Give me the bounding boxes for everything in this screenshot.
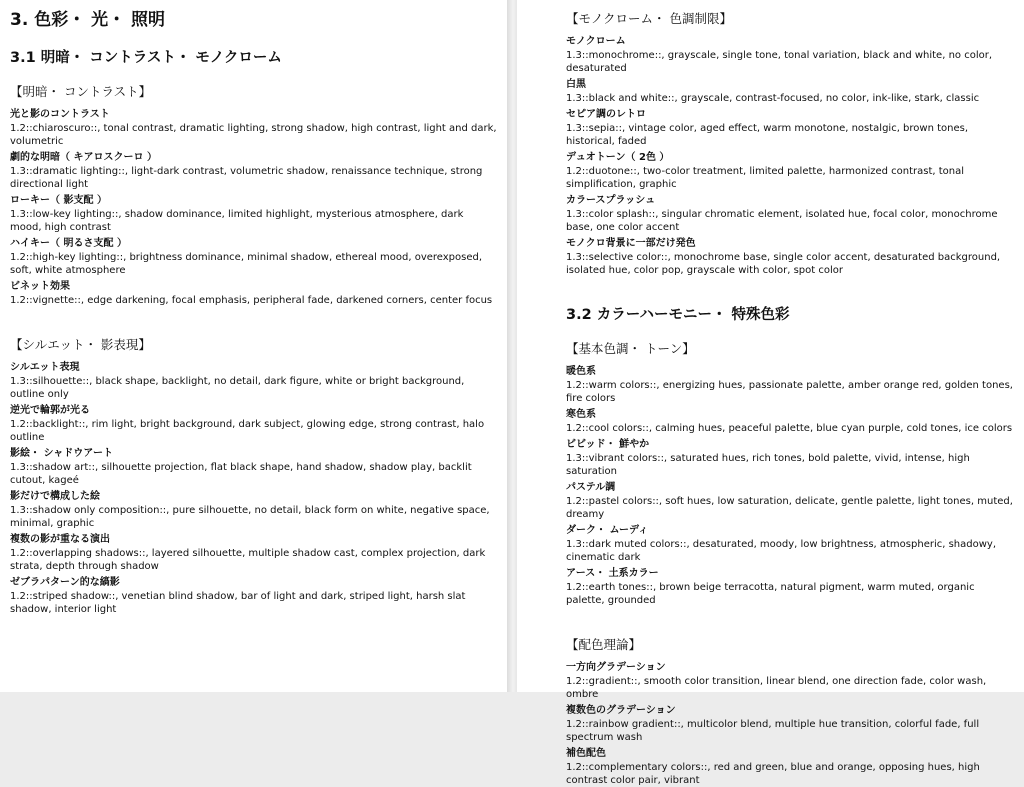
list-item: [566, 78, 1016, 105]
term-prompt: 1.3::shadow only composition::, pure silhouette, no detail, black form on white, negative space, minimal, graphic: [10, 505, 490, 529]
term-japanese: デュオトーン（ 2色 ）: [566, 152, 670, 163]
list-item: [10, 576, 497, 616]
term-japanese: カラースプラッシュ: [566, 195, 656, 206]
group-heading: 【明暗・ コントラスト】: [10, 84, 152, 99]
list-item: [10, 108, 497, 148]
term-prompt: 1.2::chiaroscuro::, tonal contrast, dramatic lighting, strong shadow, high contrast, light and dark, volumetric: [10, 123, 497, 147]
list-item: [10, 280, 497, 307]
list-item: [10, 490, 497, 530]
list-item: [566, 747, 1016, 787]
term-prompt: 1.3::dark muted colors::, desaturated, moody, low brightness, atmospheric, shadowy, cinematic dark: [566, 539, 997, 563]
term-prompt: 1.3::selective color::, monochrome base, single color accent, desaturated background, isolated hue, color pop, grayscale with color, spot color: [566, 252, 1001, 276]
term-japanese: シルエット表現: [10, 362, 80, 373]
term-prompt: 1.2::warm colors::, energizing hues, passionate palette, amber orange red, golden tones, fire colors: [566, 380, 1013, 404]
right-page: [517, 0, 1024, 786]
term-japanese: 影だけで構成した絵: [10, 491, 100, 502]
list-item: [10, 447, 497, 487]
term-japanese: 光と影のコントラスト: [10, 109, 110, 120]
list-item: [566, 661, 1016, 701]
term-japanese: ビネット効果: [10, 281, 70, 292]
term-japanese: ローキー（ 影支配 ）: [10, 195, 107, 206]
list-item: [10, 361, 497, 401]
group-heading: 【基本色調・ トーン】: [566, 341, 695, 356]
term-japanese: 白黒: [566, 79, 586, 90]
term-prompt: 1.2::complementary colors::, red and green, blue and orange, opposing hues, high contrast color pair, vibrant: [566, 762, 980, 786]
term-japanese: 逆光で輪郭が光る: [10, 405, 90, 416]
term-prompt: 1.2::earth tones::, brown beige terracotta, natural pigment, warm muted, organic palette, grounded: [566, 582, 975, 606]
term-prompt: 1.3::sepia::, vintage color, aged effect, warm monotone, nostalgic, brown tones, historical, faded: [566, 123, 969, 147]
term-prompt: 1.2::backlight::, rim light, bright background, dark subject, glowing edge, strong contrast, halo outline: [10, 419, 485, 443]
term-japanese: 劇的な明暗（ キアロスクーロ ）: [10, 152, 157, 163]
list-item: [566, 704, 1016, 744]
term-japanese: ダーク・ ムーディ: [566, 525, 649, 536]
term-prompt: 1.2::rainbow gradient::, multicolor blend, multiple hue transition, colorful fade, full spectrum wash: [566, 719, 980, 743]
list-item: [10, 194, 497, 234]
list-item: [566, 438, 1016, 478]
term-prompt: 1.3::monochrome::, grayscale, single tone, tonal variation, black and white, no color, desaturated: [566, 50, 993, 74]
term-japanese: 補色配色: [566, 748, 606, 759]
list-item: [566, 151, 1016, 191]
term-prompt: 1.2::high-key lighting::, brightness dominance, minimal shadow, ethereal mood, overexposed, soft, white atmosphere: [10, 252, 483, 276]
group-heading: 【モノクローム・ 色調制限】: [566, 11, 732, 26]
term-prompt: 1.3::vibrant colors::, saturated hues, rich tones, bold palette, vivid, intense, high saturation: [566, 453, 970, 477]
section-title: 3.2 カラーハーモニー・ 特殊色彩: [566, 307, 790, 323]
term-japanese: セピア調のレトロ: [566, 109, 646, 120]
list-item: [566, 35, 1016, 75]
list-item: [566, 237, 1016, 277]
term-japanese: ビビッド・ 鮮やか: [566, 439, 650, 450]
term-prompt: 1.2::cool colors::, calming hues, peaceful palette, blue cyan purple, cold tones, ice colors: [566, 423, 1013, 434]
term-prompt: 1.3::low-key lighting::, shadow dominance, limited highlight, mysterious atmosphere, dark mood, high contrast: [10, 209, 464, 233]
term-prompt: 1.2::duotone::, two-color treatment, limited palette, harmonized contrast, tonal simplification, graphic: [566, 166, 965, 190]
term-japanese: 影絵・ シャドウアート: [10, 448, 113, 459]
group-heading: 【シルエット・ 影表現】: [10, 337, 151, 352]
term-japanese: 複数色のグラデーション: [566, 705, 676, 716]
term-prompt: 1.2::vignette::, edge darkening, focal emphasis, peripheral fade, darkened corners, center focus: [10, 295, 493, 306]
term-prompt: 1.3::shadow art::, silhouette projection, flat black shape, hand shadow, shadow play, backlit cutout, kageé: [10, 462, 472, 486]
list-item: [566, 194, 1016, 234]
term-japanese: 暖色系: [566, 366, 596, 377]
list-item: [10, 237, 497, 277]
term-prompt: 1.3::dramatic lighting::, light-dark contrast, volumetric shadow, renaissance technique, strong directional light: [10, 166, 483, 190]
page-gutter: [507, 0, 517, 692]
term-japanese: ゼブラパターン的な縞影: [10, 577, 120, 588]
chapter-title: 3. 色彩・ 光・ 照明: [10, 10, 166, 30]
list-item: [566, 365, 1016, 405]
list-item: [566, 408, 1016, 435]
list-item: [566, 481, 1016, 521]
term-prompt: 1.3::black and white::, grayscale, contrast-focused, no color, ink-like, stark, classic: [566, 93, 980, 104]
list-item: [566, 108, 1016, 148]
list-item: [10, 533, 497, 573]
term-prompt: 1.2::striped shadow::, venetian blind shadow, bar of light and dark, striped light, harsh slat shadow, interior light: [10, 591, 466, 615]
term-japanese: アース・ 土系カラー: [566, 568, 659, 579]
term-japanese: モノクロ背景に一部だけ発色: [566, 238, 696, 249]
term-japanese: 寒色系: [566, 409, 596, 420]
list-item: [566, 567, 1016, 607]
term-japanese: 複数の影が重なる演出: [10, 534, 110, 545]
list-item: [10, 404, 497, 444]
section-title: 3.1 明暗・ コントラスト・ モノクローム: [10, 50, 282, 66]
term-japanese: 一方向グラデーション: [566, 662, 666, 673]
term-japanese: パステル調: [566, 482, 616, 493]
group-heading: 【配色理論】: [566, 637, 642, 652]
list-item: [566, 524, 1016, 564]
term-prompt: 1.3::color splash::, singular chromatic element, isolated hue, focal color, monochrome base, one color accent: [566, 209, 998, 233]
term-prompt: 1.2::pastel colors::, soft hues, low saturation, delicate, gentle palette, light tones, muted, dreamy: [566, 496, 1013, 520]
left-page: [0, 0, 507, 692]
term-japanese: ハイキー（ 明るさ支配 ）: [10, 238, 127, 249]
list-item: [10, 151, 497, 191]
term-prompt: 1.2::gradient::, smooth color transition, linear blend, one direction fade, color wash, ombre: [566, 676, 987, 700]
term-prompt: 1.3::silhouette::, black shape, backlight, no detail, dark figure, white or bright background, outline only: [10, 376, 465, 400]
term-prompt: 1.2::overlapping shadows::, layered silhouette, multiple shadow cast, complex projection, dark strata, depth through shadow: [10, 548, 486, 572]
term-japanese: モノクローム: [566, 36, 626, 47]
